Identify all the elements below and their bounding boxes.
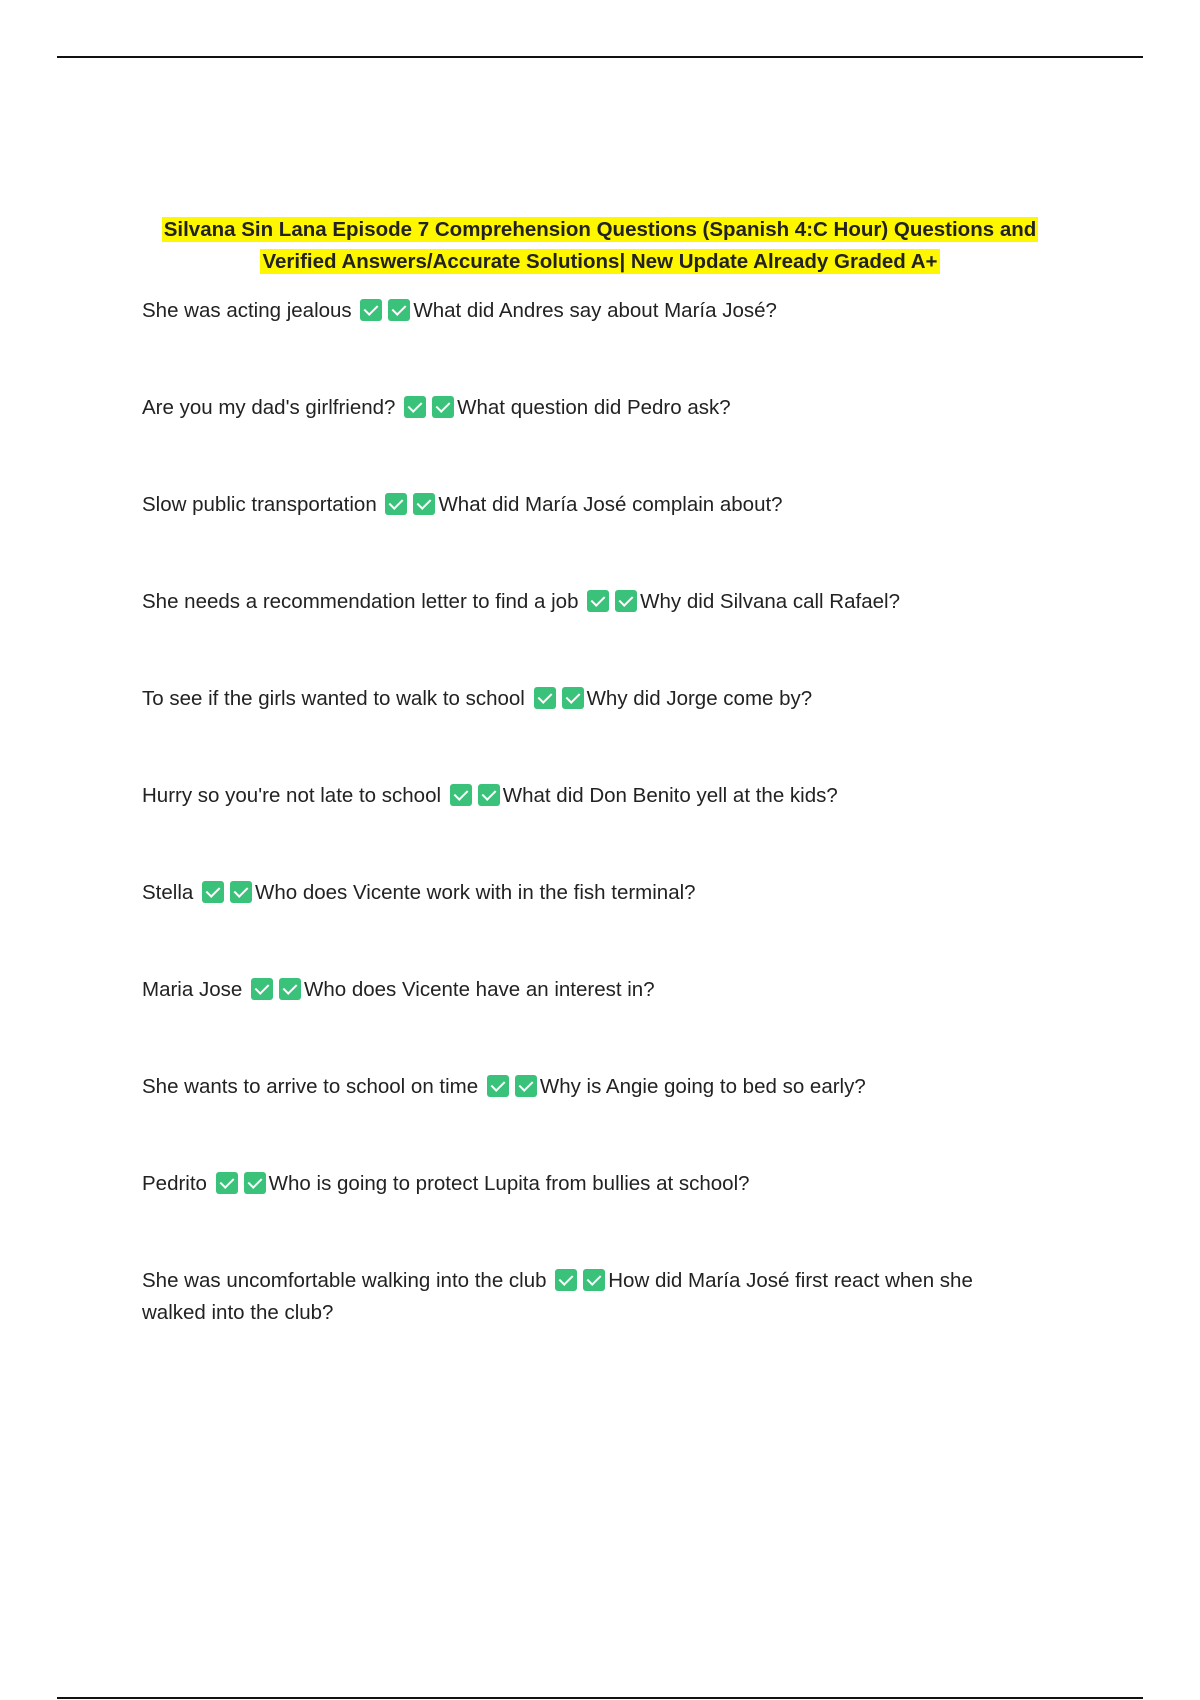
qa-item — [142, 1071, 1042, 1103]
question-text: Who is going to protect Lupita from bullies at school? — [268, 1172, 750, 1195]
question-text: What did Don Benito yell at the kids? — [502, 784, 838, 807]
check-icon — [562, 687, 584, 709]
check-icon — [360, 299, 382, 321]
check-icon — [534, 687, 556, 709]
qa-item — [142, 392, 1042, 424]
qa-item — [142, 489, 1042, 521]
answer-text: She was acting jealous — [142, 299, 352, 322]
check-icon — [385, 493, 407, 515]
answer-text: Are you my dad's girlfriend? — [142, 396, 396, 419]
check-icon — [202, 881, 224, 903]
question-text: What question did Pedro ask? — [457, 396, 731, 419]
check-icon — [555, 1269, 577, 1291]
qa-item — [142, 877, 1042, 909]
answer-text: Pedrito — [142, 1172, 207, 1195]
check-icon — [615, 590, 637, 612]
answer-text: Slow public transportation — [142, 493, 377, 516]
check-icon — [404, 396, 426, 418]
check-icon — [230, 881, 252, 903]
qa-item — [142, 683, 1042, 715]
question-text: What did Andres say about María José? — [413, 299, 777, 322]
check-icon — [515, 1075, 537, 1097]
answer-text: Hurry so you're not late to school — [142, 784, 442, 807]
check-icon — [251, 978, 273, 1000]
check-icon — [216, 1172, 238, 1194]
question-text: Why did Silvana call Rafael? — [640, 590, 900, 613]
answer-text: To see if the girls wanted to walk to school — [142, 687, 525, 710]
question-text: Why did Jorge come by? — [586, 687, 813, 710]
check-icon — [279, 978, 301, 1000]
question-text: Who does Vicente work with in the fish terminal? — [254, 881, 696, 904]
top-rule — [57, 56, 1143, 58]
answer-text: Maria Jose — [142, 978, 243, 1001]
question-text: Who does Vicente have an interest in? — [303, 978, 655, 1001]
question-text: How did María José first react when she walked into the club? — [142, 1269, 973, 1324]
check-icon — [432, 396, 454, 418]
title-line-2: Verified Answers/Accurate Solutions| New Update Already Graded A+ — [262, 250, 938, 273]
answer-text: Stella — [142, 881, 194, 904]
qa-item — [142, 974, 1042, 1006]
answer-text: She wants to arrive to school on time — [142, 1075, 479, 1098]
check-icon — [450, 784, 472, 806]
answer-text: She was uncomfortable walking into the club — [142, 1269, 547, 1292]
qa-item — [142, 780, 1042, 812]
check-icon — [413, 493, 435, 515]
check-icon — [388, 299, 410, 321]
qa-item — [142, 1168, 1042, 1200]
check-icon — [487, 1075, 509, 1097]
qa-item — [142, 1265, 1042, 1329]
bottom-rule — [57, 1697, 1143, 1699]
check-icon — [244, 1172, 266, 1194]
check-icon — [478, 784, 500, 806]
qa-item — [142, 295, 1042, 327]
question-text: What did María José complain about? — [438, 493, 783, 516]
check-icon — [583, 1269, 605, 1291]
title-line-1: Silvana Sin Lana Episode 7 Comprehension Questions (Spanish 4:C Hour) Questions and — [163, 218, 1037, 241]
check-icon — [587, 590, 609, 612]
question-text: Why is Angie going to bed so early? — [539, 1075, 866, 1098]
document-title — [100, 214, 1100, 278]
qa-item — [142, 586, 1042, 618]
answer-text: She needs a recommendation letter to find a job — [142, 590, 579, 613]
